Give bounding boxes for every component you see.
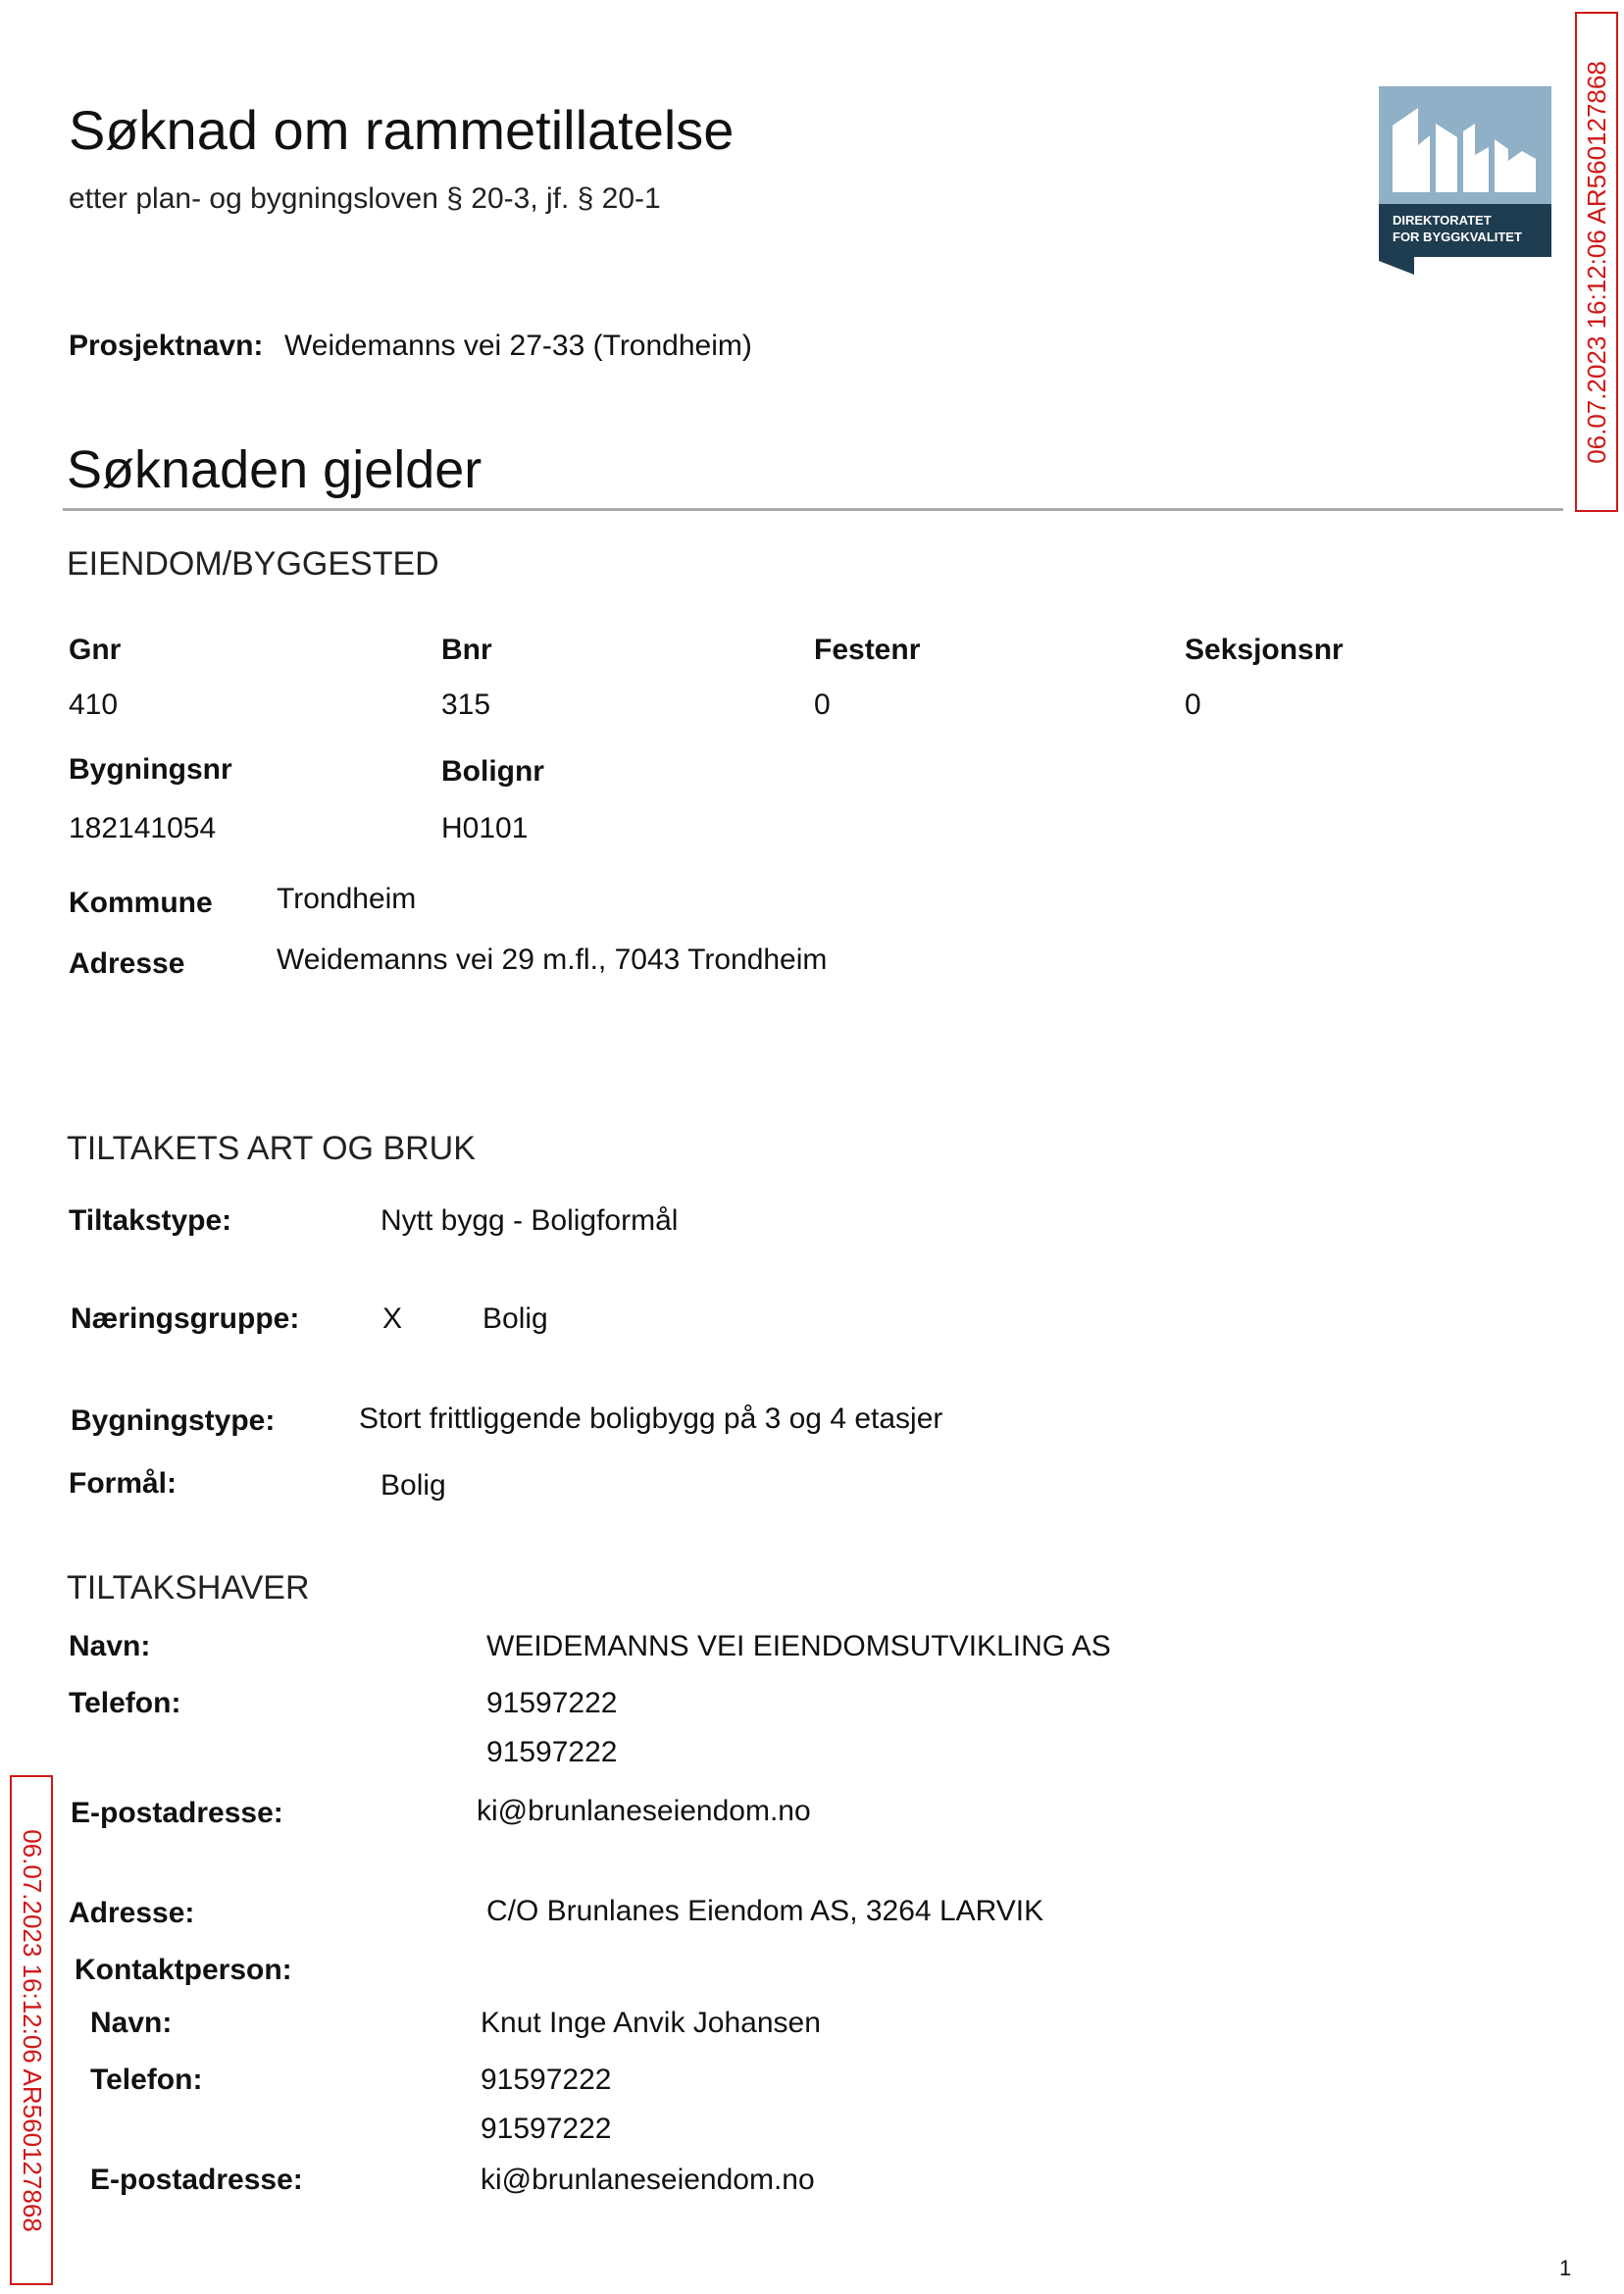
naeringsgruppe-value: Bolig	[482, 1302, 548, 1335]
dibk-logo	[1379, 86, 1551, 275]
bolignr-value: H0101	[441, 812, 529, 844]
adresse-value: Weidemanns vei 29 m.fl., 7043 Trondheim	[277, 943, 828, 976]
section-title: Søknaden gjelder	[67, 440, 482, 499]
formal-label: Formål:	[69, 1467, 178, 1500]
gnr-value: 410	[69, 688, 119, 721]
receipt-stamp-bottom-text: 06.07.2023 16:12:06 AR560127868	[17, 1828, 47, 2232]
bnr-label: Bnr	[441, 634, 492, 666]
tiltakshaver-telefon-1: 91597222	[486, 1687, 618, 1719]
receipt-stamp-top-text: 06.07.2023 16:12:06 AR560127868	[1581, 60, 1611, 464]
tiltakshaver-epost-value: ki@brunlaneseiendom.no	[477, 1795, 811, 1827]
adresse-label: Adresse	[69, 947, 185, 980]
kontakt-epost-label: E-postadresse:	[90, 2164, 303, 2196]
receipt-stamp-top	[1575, 12, 1618, 512]
eiendom-heading: EIENDOM/BYGGESTED	[67, 545, 439, 583]
logo-line-2: FOR BYGGKVALITET	[1393, 229, 1522, 244]
kontakt-telefon-1: 91597222	[481, 2064, 612, 2096]
kommune-label: Kommune	[69, 887, 213, 919]
festenr-value: 0	[814, 688, 831, 721]
bygningsnr-label: Bygningsnr	[69, 753, 232, 786]
tiltak-heading: TILTAKETS ART OG BRUK	[67, 1130, 476, 1167]
kontakt-navn-value: Knut Inge Anvik Johansen	[481, 2007, 821, 2039]
tiltakshaver-heading: TILTAKSHAVER	[67, 1569, 310, 1606]
project-name-value: Weidemanns vei 27-33 (Trondheim)	[284, 330, 752, 362]
bnr-value: 315	[441, 688, 491, 721]
tiltakstype-value: Nytt bygg - Boligformål	[381, 1204, 679, 1237]
bygningstype-value: Stort frittliggende boligbygg på 3 og 4 etasjer	[359, 1402, 943, 1435]
seksjonsnr-label: Seksjonsnr	[1185, 634, 1344, 666]
tiltakshaver-navn-value: WEIDEMANNS VEI EIENDOMSUTVIKLING AS	[486, 1630, 1111, 1662]
naeringsgruppe-code: X	[382, 1302, 403, 1335]
tiltakstype-label: Tiltakstype:	[69, 1204, 232, 1237]
formal-value: Bolig	[381, 1469, 446, 1502]
bygningstype-label: Bygningstype:	[71, 1404, 276, 1437]
tiltakshaver-adresse-label: Adresse:	[69, 1897, 195, 1929]
document-subtitle: etter plan- og bygningsloven § 20-3, jf. § 20-1	[69, 182, 661, 215]
tiltakshaver-adresse-value: C/O Brunlanes Eiendom AS, 3264 LARVIK	[486, 1895, 1044, 1927]
festenr-label: Festenr	[814, 634, 921, 666]
gnr-label: Gnr	[69, 634, 122, 666]
kontakt-telefon-2: 91597222	[481, 2113, 612, 2145]
kontakt-navn-label: Navn:	[90, 2007, 173, 2039]
kontakt-epost-value: ki@brunlaneseiendom.no	[481, 2164, 815, 2196]
receipt-stamp-bottom	[10, 1775, 53, 2285]
bolignr-label: Bolignr	[441, 755, 544, 788]
tiltakshaver-navn-label: Navn:	[69, 1630, 151, 1662]
kontaktperson-label: Kontaktperson:	[75, 1954, 292, 1986]
tiltakshaver-epost-label: E-postadresse:	[71, 1797, 283, 1829]
kommune-value: Trondheim	[277, 883, 417, 915]
tiltakshaver-telefon-2: 91597222	[486, 1736, 618, 1768]
project-name-label: Prosjektnavn:	[69, 330, 264, 362]
tiltakshaver-telefon-label: Telefon:	[69, 1687, 181, 1719]
dibk-logo-graphic	[1379, 86, 1551, 275]
document-title: Søknad om rammetillatelse	[69, 99, 735, 161]
logo-line-1: DIREKTORATET	[1393, 213, 1492, 228]
seksjonsnr-value: 0	[1185, 688, 1201, 721]
page-number: 1	[1559, 2256, 1572, 2280]
section-divider	[63, 508, 1563, 511]
kontakt-telefon-label: Telefon:	[90, 2064, 203, 2096]
bygningsnr-value: 182141054	[69, 812, 217, 844]
naeringsgruppe-label: Næringsgruppe:	[71, 1302, 300, 1335]
